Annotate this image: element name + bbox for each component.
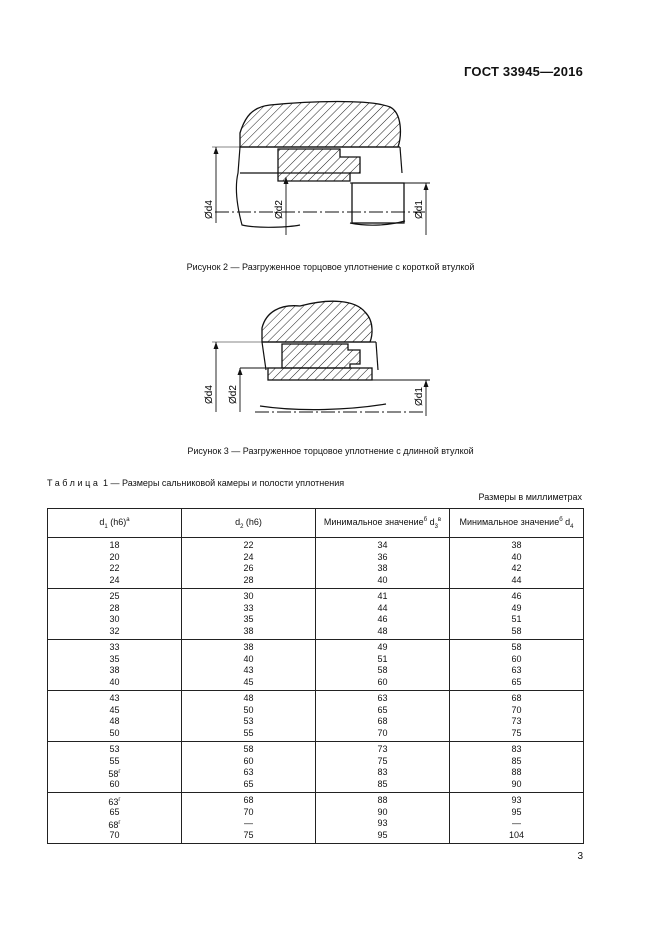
value-text: 53	[109, 744, 120, 754]
value-d2	[182, 830, 315, 842]
value-d1	[48, 654, 181, 666]
value-d2	[182, 818, 315, 830]
value-text: 68	[108, 820, 119, 830]
value-text: 60	[109, 778, 120, 789]
fig3-label-d4: Ød4	[204, 385, 215, 404]
value-d4	[450, 552, 583, 564]
value-d4	[450, 779, 583, 791]
header-subscript: 3	[434, 523, 438, 530]
value-d1	[48, 614, 181, 626]
fig3-label-d1: Ød1	[414, 387, 425, 406]
value-d2	[182, 626, 315, 638]
value-d4	[450, 614, 583, 626]
value-text: 60	[377, 676, 388, 687]
value-text: 24	[243, 551, 254, 562]
value-d2	[182, 540, 315, 552]
value-text: 75	[511, 727, 522, 738]
header-note: в	[437, 516, 442, 523]
cell-d2	[182, 742, 316, 793]
table-row	[48, 691, 584, 742]
value-text: 48	[377, 625, 388, 636]
table-label: Таблица	[47, 478, 101, 488]
value-text: 50	[109, 727, 120, 738]
value-text: 65	[243, 778, 254, 789]
value-d2	[182, 642, 315, 654]
value-d3	[316, 654, 449, 666]
value-text: 45	[109, 704, 120, 715]
value-d1	[48, 677, 181, 689]
value-d2	[182, 603, 315, 615]
value-text: 38	[243, 642, 254, 652]
header-symbol: d	[235, 516, 241, 527]
value-text: 93	[377, 818, 388, 828]
cell-d3	[316, 793, 450, 844]
value-text: 26	[243, 563, 254, 573]
value-d1	[48, 642, 181, 654]
value-d1	[48, 540, 181, 552]
value-text: 55	[109, 755, 120, 766]
value-text: 95	[511, 806, 522, 817]
value-text: 20	[109, 551, 120, 562]
value-text: —	[244, 818, 253, 828]
value-text: 28	[109, 602, 120, 613]
header-suffix: (h6)	[243, 516, 262, 527]
cell-d3	[316, 742, 450, 793]
value-d4	[450, 591, 583, 603]
value-text: 73	[511, 716, 522, 726]
column-header-1	[48, 509, 182, 538]
value-d2	[182, 614, 315, 626]
cell-d2	[182, 589, 316, 640]
value-d2	[182, 807, 315, 819]
document-code: ГОСТ 33945—2016	[464, 64, 583, 79]
value-d2	[182, 716, 315, 728]
value-text: 70	[243, 806, 254, 817]
value-d1	[48, 693, 181, 705]
value-text: 73	[377, 744, 388, 754]
value-text: 75	[377, 755, 388, 766]
value-d3	[316, 716, 449, 728]
value-text: 30	[109, 614, 120, 624]
value-text: 88	[377, 795, 388, 805]
value-d2	[182, 767, 315, 779]
value-d3	[316, 807, 449, 819]
value-text: 58	[511, 642, 522, 652]
header-symbol: d	[427, 516, 435, 527]
value-text: 58	[243, 744, 254, 754]
value-d3	[316, 575, 449, 587]
cell-d3	[316, 691, 450, 742]
value-text: 46	[377, 614, 388, 624]
value-text: 40	[243, 653, 254, 664]
cell-d4	[450, 640, 584, 691]
header-note: a	[126, 516, 130, 523]
table-title-text: 1 — Размеры сальниковой камеры и полости уплотнения	[100, 478, 345, 488]
header-symbol: d	[562, 516, 571, 527]
value-text: 51	[511, 614, 522, 624]
cell-d1	[48, 691, 182, 742]
value-text: 63	[108, 797, 119, 807]
value-text: 44	[377, 602, 388, 613]
value-text: 58	[377, 665, 388, 675]
value-d2	[182, 654, 315, 666]
value-text: 38	[243, 625, 254, 636]
value-d3	[316, 626, 449, 638]
header-subscript: 4	[570, 523, 574, 530]
value-d3	[316, 728, 449, 740]
value-text: 40	[377, 574, 388, 585]
value-text: 58	[108, 769, 119, 779]
value-text: 50	[243, 704, 254, 715]
value-d3	[316, 795, 449, 807]
value-d3	[316, 756, 449, 768]
fig3-label-d2: Ød2	[228, 385, 239, 404]
value-text: 75	[243, 829, 254, 840]
value-d1	[48, 830, 181, 842]
value-text: 68	[511, 693, 522, 703]
value-d1	[48, 626, 181, 638]
column-header-2	[182, 509, 316, 538]
value-d4	[450, 626, 583, 638]
table-header-row	[48, 509, 584, 538]
fig2-label-d2: Ød2	[274, 200, 285, 219]
fig2-label-d4: Ød4	[204, 200, 215, 219]
value-text: 48	[109, 716, 120, 726]
table-title	[47, 478, 344, 488]
value-text: 49	[511, 602, 522, 613]
header-prefix: Минимальное значение	[323, 516, 424, 527]
cell-d1	[48, 640, 182, 691]
cell-d4	[450, 691, 584, 742]
cell-d1	[48, 589, 182, 640]
value-d4	[450, 563, 583, 575]
value-text: 70	[511, 704, 522, 715]
value-d2	[182, 693, 315, 705]
cell-d4	[450, 742, 584, 793]
fig2-label-d1: Ød1	[414, 200, 425, 219]
value-text: 88	[511, 767, 522, 777]
value-d1	[48, 744, 181, 756]
value-text: 55	[243, 727, 254, 738]
value-text: 38	[109, 665, 120, 675]
value-text: 42	[511, 563, 522, 573]
value-d3	[316, 563, 449, 575]
value-d4	[450, 575, 583, 587]
cell-d3	[316, 640, 450, 691]
value-text: 104	[508, 829, 525, 840]
value-d4	[450, 654, 583, 666]
value-d3	[316, 552, 449, 564]
value-text: 40	[109, 676, 120, 687]
value-d2	[182, 665, 315, 677]
value-d4	[450, 665, 583, 677]
value-text: 22	[243, 540, 254, 550]
value-text: 90	[511, 778, 522, 789]
value-d2	[182, 591, 315, 603]
value-text: 43	[109, 693, 120, 703]
dimensions-table	[47, 508, 584, 844]
value-d2	[182, 728, 315, 740]
figure-2-drawing	[190, 95, 440, 245]
value-text: 43	[243, 665, 254, 675]
table-row	[48, 538, 584, 589]
value-text: 38	[511, 540, 522, 550]
value-d1	[48, 591, 181, 603]
value-d4	[450, 677, 583, 689]
value-d4	[450, 795, 583, 807]
value-d3	[316, 744, 449, 756]
cell-d2	[182, 793, 316, 844]
value-d2	[182, 677, 315, 689]
value-d4	[450, 744, 583, 756]
value-text: 63	[377, 693, 388, 703]
column-header-3	[316, 509, 450, 538]
value-d4	[450, 603, 583, 615]
value-d2	[182, 779, 315, 791]
cell-d1	[48, 793, 182, 844]
value-text: 22	[109, 563, 120, 573]
cell-d3	[316, 538, 450, 589]
value-d1	[48, 728, 181, 740]
value-text: 30	[243, 591, 254, 601]
value-d4	[450, 540, 583, 552]
header-subscript: 1	[104, 523, 108, 530]
cell-d4	[450, 538, 584, 589]
header-prefix: Минимальное значение	[459, 516, 560, 527]
cell-d4	[450, 793, 584, 844]
value-text: 90	[377, 806, 388, 817]
value-text: 35	[109, 653, 120, 664]
value-d3	[316, 642, 449, 654]
value-d2	[182, 744, 315, 756]
value-text: 51	[377, 653, 388, 664]
value-text: 18	[109, 540, 120, 550]
value-text: 40	[511, 551, 522, 562]
value-footnote: г	[118, 820, 121, 826]
header-subscript: 2	[240, 523, 244, 530]
value-text: 83	[377, 767, 388, 777]
header-symbol: d	[99, 516, 105, 527]
value-d1	[48, 665, 181, 677]
value-d2	[182, 795, 315, 807]
value-text: 32	[109, 625, 120, 636]
value-text: 33	[109, 642, 120, 652]
value-d1	[48, 779, 181, 791]
value-text: 70	[109, 829, 120, 840]
cell-d4	[450, 589, 584, 640]
value-text: 41	[377, 591, 388, 601]
value-d2	[182, 756, 315, 768]
table-row	[48, 589, 584, 640]
value-text: 63	[511, 665, 522, 675]
value-d3	[316, 665, 449, 677]
value-d3	[316, 830, 449, 842]
value-d3	[316, 540, 449, 552]
value-footnote: г	[118, 769, 121, 775]
header-prefix-note: б	[423, 516, 428, 523]
header-prefix-note: б	[559, 516, 563, 523]
value-text: 45	[243, 676, 254, 687]
value-text: 46	[511, 591, 522, 601]
value-d3	[316, 591, 449, 603]
value-d3	[316, 603, 449, 615]
value-d3	[316, 614, 449, 626]
cell-d2	[182, 640, 316, 691]
value-text: 68	[377, 716, 388, 726]
value-text: 33	[243, 602, 254, 613]
value-d4	[450, 728, 583, 740]
cell-d1	[48, 742, 182, 793]
value-d2	[182, 705, 315, 717]
value-d4	[450, 807, 583, 819]
value-d4	[450, 693, 583, 705]
cell-d1	[48, 538, 182, 589]
value-text: 65	[377, 704, 388, 715]
value-text: 28	[243, 574, 254, 585]
value-d3	[316, 779, 449, 791]
cell-d3	[316, 589, 450, 640]
value-text: 70	[377, 727, 388, 738]
value-text: 35	[243, 614, 254, 624]
value-text: 60	[243, 755, 254, 766]
figure-2-caption: Рисунок 2 — Разгруженное торцовое уплотнение с короткой втулкой	[186, 262, 475, 272]
value-d1	[48, 795, 181, 807]
value-d1	[48, 563, 181, 575]
value-d3	[316, 818, 449, 830]
value-d4	[450, 756, 583, 768]
value-text: 36	[377, 551, 388, 562]
table-row	[48, 793, 584, 844]
value-text: 65	[511, 676, 522, 687]
value-d4	[450, 767, 583, 779]
value-d1	[48, 807, 181, 819]
value-d1	[48, 818, 181, 830]
value-text: 53	[243, 716, 254, 726]
value-d2	[182, 552, 315, 564]
value-d4	[450, 716, 583, 728]
value-text: 48	[243, 693, 254, 703]
cell-d2	[182, 691, 316, 742]
header-suffix: (h6)	[107, 516, 127, 527]
value-text: 25	[109, 591, 120, 601]
value-text: 85	[377, 778, 388, 789]
value-d2	[182, 575, 315, 587]
figure-3-drawing	[190, 292, 440, 432]
value-d1	[48, 552, 181, 564]
value-text: 24	[109, 574, 120, 585]
cell-d2	[182, 538, 316, 589]
value-d4	[450, 705, 583, 717]
value-text: 63	[243, 767, 254, 777]
table-row	[48, 742, 584, 793]
table-row	[48, 640, 584, 691]
value-text: 68	[243, 795, 254, 805]
page-number: 3	[577, 851, 583, 862]
value-text: 85	[511, 755, 522, 766]
value-d4	[450, 830, 583, 842]
column-header-4	[450, 509, 584, 538]
value-text: 49	[377, 642, 388, 652]
value-d3	[316, 677, 449, 689]
value-d1	[48, 575, 181, 587]
value-d1	[48, 603, 181, 615]
value-text: 60	[511, 653, 522, 664]
value-text: 65	[109, 806, 120, 817]
value-d4	[450, 642, 583, 654]
value-text: 38	[377, 563, 388, 573]
value-d1	[48, 705, 181, 717]
value-d3	[316, 705, 449, 717]
value-text: 83	[511, 744, 522, 754]
value-d1	[48, 716, 181, 728]
value-d3	[316, 693, 449, 705]
value-d4	[450, 818, 583, 830]
value-text: 93	[511, 795, 522, 805]
value-text: —	[512, 818, 521, 828]
value-footnote: г	[118, 797, 121, 803]
value-d1	[48, 767, 181, 779]
value-d1	[48, 756, 181, 768]
value-d2	[182, 563, 315, 575]
value-text: 44	[511, 574, 522, 585]
units-note: Размеры в миллиметрах	[478, 492, 582, 502]
value-text: 58	[511, 625, 522, 636]
figure-3-caption: Рисунок 3 — Разгруженное торцовое уплотнение с длинной втулкой	[187, 446, 474, 456]
value-d3	[316, 767, 449, 779]
value-text: 34	[377, 540, 388, 550]
value-text: 95	[377, 829, 388, 840]
